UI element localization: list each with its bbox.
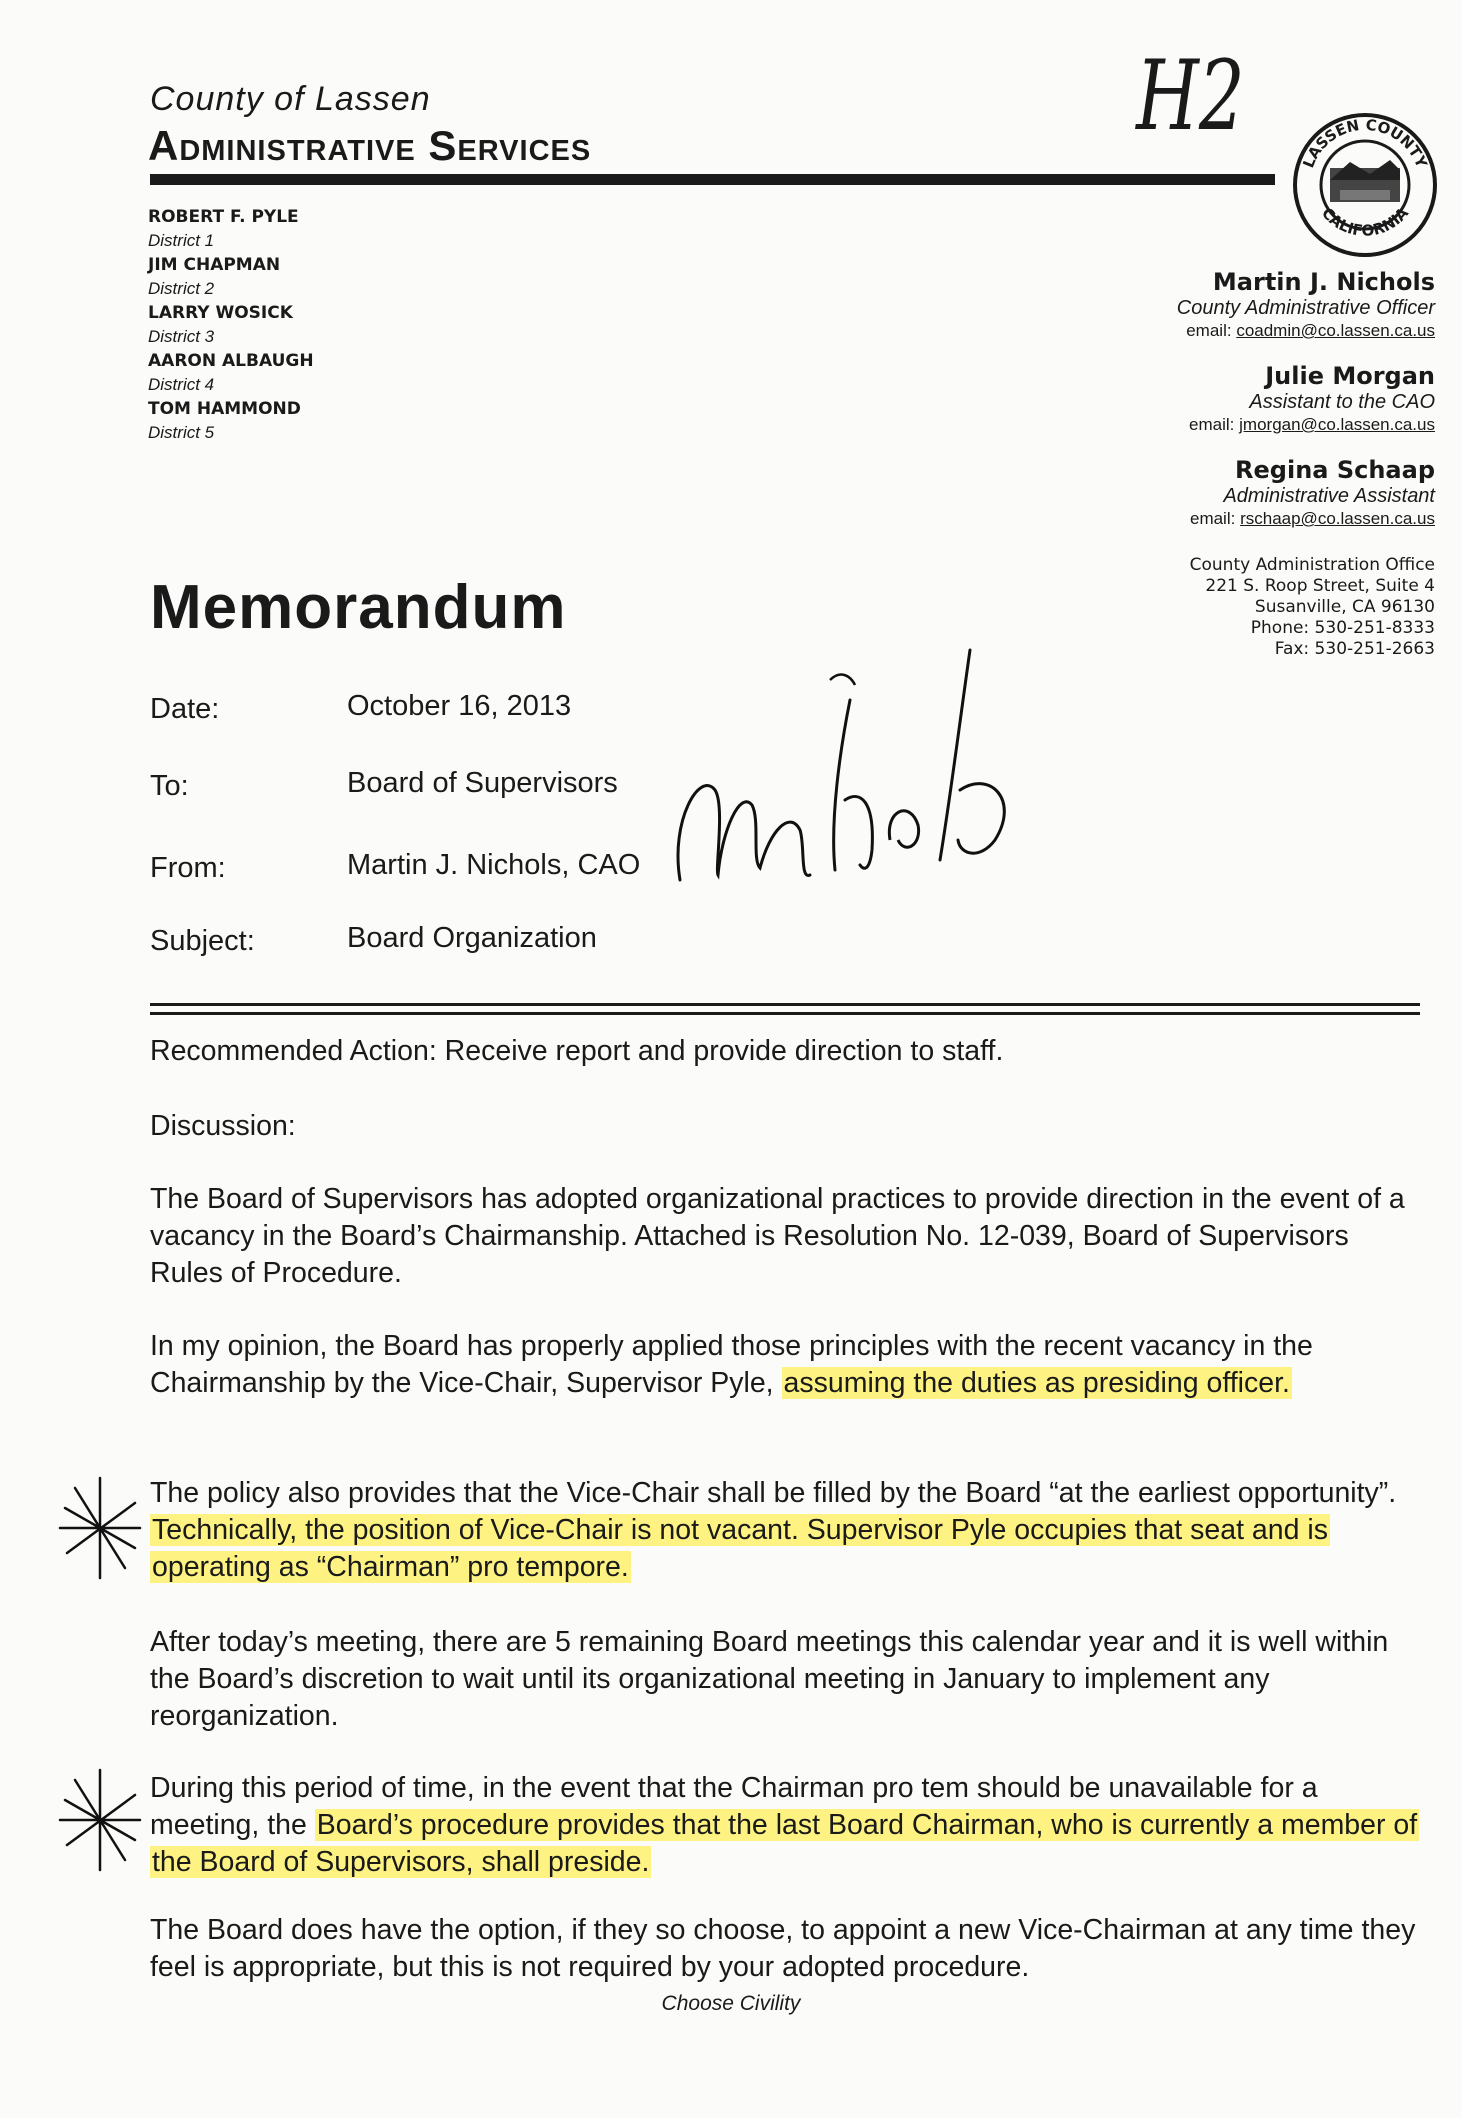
office-street: 221 S. Roop Street, Suite 4 [1205,576,1435,596]
office-name: County Administration Office [1189,555,1435,575]
office-phone: Phone: 530-251-8333 [1250,618,1435,638]
staff-name: Julie Morgan [1265,362,1435,390]
department-name: Administrative Services [148,122,592,169]
staff-contact [935,268,1435,342]
board-member-district: District 4 [148,375,215,394]
paragraph-1: The Board of Supervisors has adopted organizational practices to provide direction in the event of a vacancy in the Board’s Chairmanship. Attached is Resolution No. 12-039, Board of Supervisors Rules of Procedure. [150,1183,1405,1289]
paragraph-3 [150,1475,1420,1586]
board-member-district: District 5 [148,423,215,442]
highlighted-text: Board’s procedure provides that the last Board Chairman, who is currently a member of the Board of Supervisors, shall preside. [152,1809,1418,1878]
to-value: Board of Supervisors [347,767,618,799]
subject-label: Subject: [150,925,255,957]
board-member-name: TOM HAMMOND [148,399,301,419]
county-seal-icon [1290,110,1440,260]
board-member-district: District 1 [148,231,215,250]
highlighted-text: Technically, the position of Vice-Chair is not vacant. Supervisor Pyle occupies that seat and is operating as “Chairman” pro tempore. [152,1514,1328,1583]
footer-slogan: Choose Civility [661,1992,801,2015]
memo-title: Memorandum [150,573,567,642]
highlighted-text: assuming the duties as presiding officer. [783,1367,1290,1399]
asterisk-mark-icon [55,1468,145,1588]
board-member-district: District 3 [148,327,215,346]
county-name: County of Lassen [150,80,431,118]
staff-title: County Administrative Officer [1176,297,1435,319]
recommended-action: Recommended Action: Receive report and provide direction to staff. [150,1035,1004,1067]
board-member-name: LARRY WOSICK [148,303,293,323]
board-member-name: AARON ALBAUGH [148,351,314,371]
separator-rule [150,1012,1420,1015]
board-member-district: District 2 [148,279,215,298]
board-member-name: JIM CHAPMAN [148,255,281,275]
office-fax: Fax: 530-251-2663 [1274,639,1435,659]
staff-contact [935,456,1435,530]
email-label: email: [1189,509,1236,528]
staff-email-link[interactable]: jmorgan@co.lassen.ca.us [1239,415,1435,434]
email-label: email: [1186,321,1232,340]
paragraph-2-text: In my opinion, the Board has properly applied those principles with the recent vacancy in the Chairmanship by the Vice-Chair, Supervisor Pyle, [150,1330,1313,1399]
staff-title: Administrative Assistant [1223,485,1435,507]
office-city: Susanville, CA 96130 [1254,597,1435,617]
separator-rule [150,1003,1420,1006]
staff-contact [935,362,1435,436]
paragraph-3-text: The policy also provides that the Vice-Chair shall be filled by the Board “at the earliest opportunity”. [150,1477,1397,1509]
office-address [1190,555,1435,660]
staff-contacts [935,268,1435,550]
svg-text:CALIFORNIA: CALIFORNIA [1317,204,1413,240]
date-value: October 16, 2013 [347,690,572,722]
email-label: email: [1189,415,1235,434]
subject-value: Board Organization [347,922,597,954]
signature-scribble [660,640,1020,940]
svg-text:LASSEN COUNTY: LASSEN COUNTY [1299,115,1431,171]
asterisk-mark-icon [55,1760,145,1880]
staff-email-link[interactable]: rschaap@co.lassen.ca.us [1240,509,1435,528]
staff-email-link[interactable]: coadmin@co.lassen.ca.us [1236,321,1435,340]
paragraph-5-text: During this period of time, in the event that the Chairman pro tem should be unavailable for a meeting, the [150,1772,1318,1841]
paragraph-2 [150,1328,1420,1402]
handwritten-mark: H2 [1136,40,1245,152]
paragraph-4: After today’s meeting, there are 5 remaining Board meetings this calendar year and it is well within the Board’s discretion to wait until its organizational meeting in January to implement any reorganization. [150,1626,1389,1732]
staff-email-line [935,414,1435,436]
header-rule [150,174,1275,185]
from-value: Martin J. Nichols, CAO [347,849,641,881]
staff-email-line [935,320,1435,342]
staff-email-line [935,508,1435,530]
from-label: From: [150,852,226,884]
board-member-name: ROBERT F. PYLE [148,207,299,227]
date-label: Date: [150,693,220,725]
discussion-heading: Discussion: [150,1110,296,1142]
staff-title: Assistant to the CAO [1249,391,1435,413]
paragraph-6: The Board does have the option, if they so choose, to appoint a new Vice-Chairman at any time they feel is appropriate, but this is not required by your adopted procedure. [150,1914,1416,1983]
staff-name: Regina Schaap [1235,456,1435,484]
board-members-list [148,205,314,445]
to-label: To: [150,770,189,802]
staff-name: Martin J. Nichols [1212,268,1435,296]
paragraph-5 [150,1770,1420,1881]
